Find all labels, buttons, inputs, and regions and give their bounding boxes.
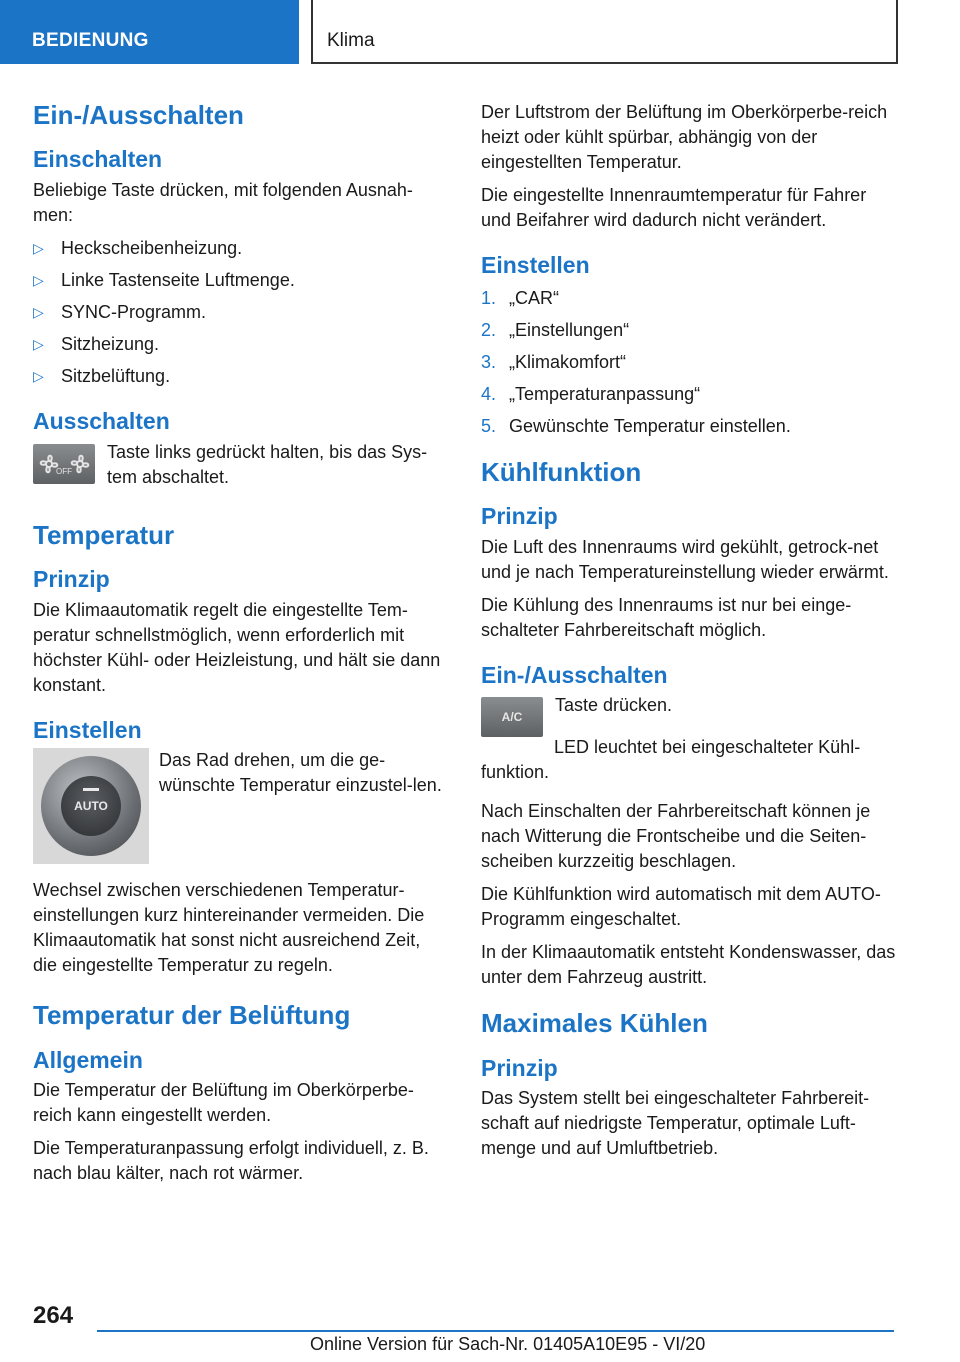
kuehl-prinzip-text-1: Die Luft des Innenraums wird gekühlt, getrock-net und je nach Temperatureinstellung wieder erwärmt. bbox=[481, 536, 889, 582]
knob-instruction bbox=[33, 748, 448, 864]
einschalten-text: Beliebige Taste drücken, mit folgenden Ausnah-men: bbox=[33, 179, 413, 225]
triangle-bullet-icon: ▷ bbox=[33, 335, 44, 352]
auto-knob-icon: AUTO bbox=[61, 776, 121, 836]
list-item: ▷ Linke Tastenseite Luftmenge. bbox=[33, 268, 448, 293]
online-version-note: Online Version für Sach-Nr. 01405A10E95 - VI/20 bbox=[310, 1334, 706, 1354]
heading-prinzip-right: Prinzip bbox=[481, 502, 558, 529]
exception-list bbox=[33, 236, 448, 389]
prinzip-text: Die Klimaautomatik regelt die eingestellte Tem-peratur schnellstmöglich, wenn erforderlich mit höchster Kühl- oder Heizleistung, und hält sie dann konstant. bbox=[33, 599, 441, 695]
max-kuehlen-text: Das System stellt bei eingeschalteter Fahrbereit-schaft auf niedrigste Temperatur, optimale Luft-menge und auf Umluftbetrieb. bbox=[481, 1088, 870, 1159]
list-item: ▷ Sitzheizung. bbox=[33, 332, 448, 357]
heading-ein-ausschalten: Ein-/Ausschalten bbox=[33, 100, 244, 130]
heading-kuehlfunktion: Kühlfunktion bbox=[481, 456, 642, 487]
header-section-label: BEDIENUNG bbox=[32, 30, 149, 51]
ac-text-1: Taste drücken. bbox=[555, 695, 673, 716]
auto-programm-text: Die Kühlfunktion wird automatisch mit dem AUTO-Programm eingeschaltet. bbox=[481, 884, 881, 930]
ac-text-2: LED leuchtet bei eingeschalteter Kühl-funktion. bbox=[481, 737, 861, 783]
luftstrom-text: Der Luftstrom der Belüftung im Oberkörperbe-reich heizt oder kühlt spürbar, abhängig von der eingestellten Temperatur. bbox=[481, 102, 888, 172]
triangle-bullet-icon: ▷ bbox=[33, 303, 44, 320]
steps-list bbox=[481, 286, 901, 439]
footer-divider bbox=[97, 1330, 894, 1332]
off-instruction bbox=[33, 440, 448, 498]
allgemein-text-2: Die Temperaturanpassung erfolgt individuell, z. B. nach blau kälter, nach rot wärmer. bbox=[33, 1138, 429, 1184]
heading-temperatur: Temperatur bbox=[33, 519, 175, 550]
svg-text:OFF: OFF bbox=[56, 466, 72, 476]
wechsel-text: Wechsel zwischen verschiedenen Temperatur-einstellungen kurz hintereinander vermeiden. Die Klimaautomatik hat sonst nicht ausreichend Zeit, die eingestellte Temperatur zu regeln. bbox=[33, 880, 425, 976]
page-number: 264 bbox=[33, 1302, 74, 1329]
kuehl-prinzip-text-2: Die Kühlung des Innenraums ist nur bei einge-schalteter Fahrbereitschaft möglich. bbox=[481, 594, 852, 640]
ac-button-icon: A/C bbox=[481, 697, 543, 737]
ausschalten-text: Taste links gedrückt halten, bis das Sys-tem abschaltet. bbox=[107, 441, 428, 487]
list-item: ▷ Sitzbelüftung. bbox=[33, 364, 448, 389]
heading-prinzip: Prinzip bbox=[33, 565, 110, 592]
list-item: ▷ Heckscheibenheizung. bbox=[33, 236, 448, 261]
innenraum-text: Die eingestellte Innenraumtemperatur für Fahrer und Beifahrer wird dadurch nicht verändert. bbox=[481, 185, 867, 230]
heading-ausschalten: Ausschalten bbox=[33, 407, 170, 434]
list-item: 3. „Klimakomfort“ bbox=[481, 351, 627, 372]
einstellen-text: Das Rad drehen, um die ge-wünschte Temperatur einzustel-len. bbox=[159, 750, 442, 796]
heading-einstellen: Einstellen bbox=[33, 716, 142, 743]
triangle-bullet-icon: ▷ bbox=[33, 239, 44, 256]
fan-off-button-icon bbox=[33, 444, 95, 484]
left-column bbox=[33, 100, 448, 1194]
header-chapter-box bbox=[311, 0, 898, 64]
heading-einstellen-right: Einstellen bbox=[481, 252, 590, 278]
triangle-bullet-icon: ▷ bbox=[33, 271, 44, 288]
heading-prinzip-right-2: Prinzip bbox=[481, 1054, 558, 1081]
triangle-bullet-icon: ▷ bbox=[33, 367, 44, 384]
list-item: 1. „CAR“ bbox=[481, 287, 559, 308]
list-item: 4. „Temperaturanpassung“ bbox=[481, 383, 701, 404]
header-chapter-label: Klima bbox=[327, 30, 375, 51]
ac-instruction bbox=[481, 693, 901, 737]
beschlagen-text: Nach Einschalten der Fahrbereitschaft können je nach Witterung die Frontscheibe und die Seiten-scheiben kurzzeitig beschlagen. bbox=[481, 801, 871, 872]
heading-einschalten: Einschalten bbox=[33, 146, 163, 173]
list-item: 5. Gewünschte Temperatur einstellen. bbox=[481, 415, 791, 436]
list-item: ▷ SYNC-Programm. bbox=[33, 300, 448, 325]
allgemein-text-1: Die Temperatur der Belüftung im Oberkörperbe-reich kann eingestellt werden. bbox=[33, 1080, 414, 1126]
heading-ein-ausschalten-right: Ein-/Ausschalten bbox=[481, 661, 668, 688]
kondenswasser-text: In der Klimaautomatik entsteht Kondenswasser, das unter dem Fahrzeug austritt. bbox=[481, 942, 896, 988]
heading-maximales-kuehlen: Maximales Kühlen bbox=[481, 1008, 708, 1039]
list-item: 2. „Einstellungen“ bbox=[481, 319, 630, 340]
heading-allgemein: Allgemein bbox=[33, 1046, 143, 1073]
right-column bbox=[481, 100, 901, 1169]
heading-temperatur-belueftung: Temperatur der Belüftung bbox=[33, 1000, 351, 1031]
temperature-knob-image bbox=[33, 748, 149, 864]
header-section-tab bbox=[0, 0, 299, 64]
